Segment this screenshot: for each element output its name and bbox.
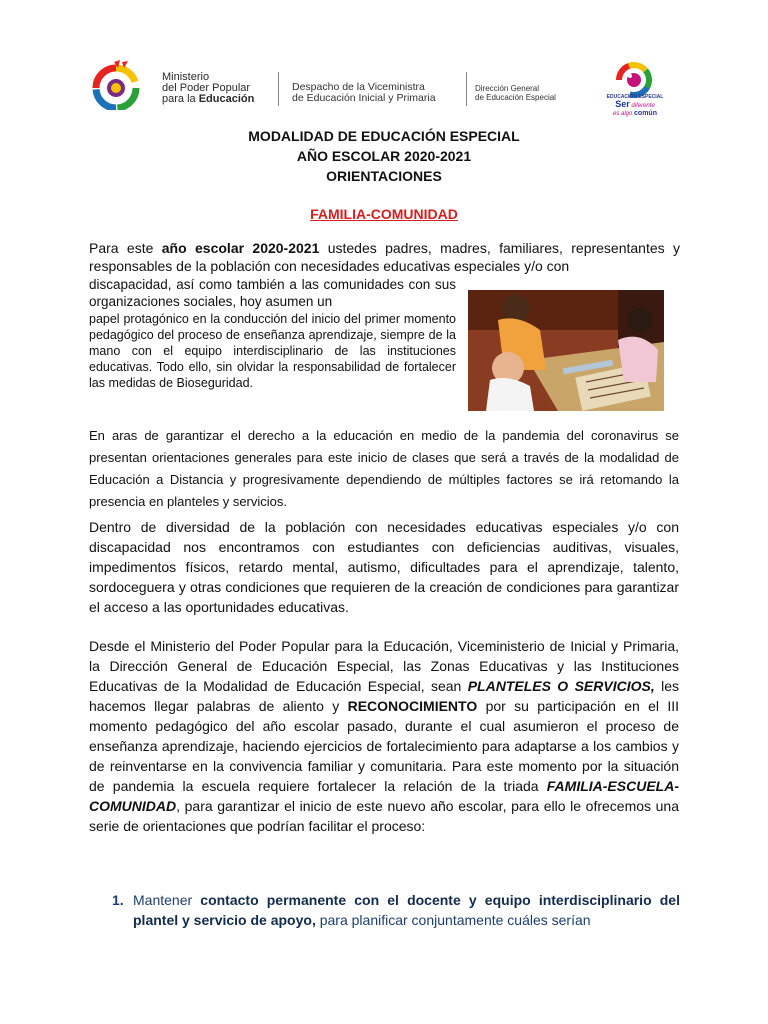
- paragraph-1-intro: Para este año escolar 2020-2021 ustedes padres, madres, familiares, representantes y responsables de la población con necesidades educativas especiales y/o con: [89, 240, 680, 274]
- paragraph-1-middle: discapacidad, así como también a las comunidades con sus organizaciones sociales, hoy asumen un: [89, 277, 456, 309]
- family-photo: [468, 290, 664, 411]
- ministerio-logo: [86, 58, 160, 110]
- direccion-text: Dirección General de Educación Especial: [475, 84, 556, 102]
- title-line-1: MODALIDAD DE EDUCACIÓN ESPECIAL: [248, 128, 520, 144]
- list-item-number: 1.: [112, 892, 124, 908]
- educacion-especial-text: EDUCACIÓN ESPECIAL Ser diferente es algo común: [606, 94, 664, 117]
- paragraph-4: Desde el Ministerio del Poder Popular para la Educación, Viceministerio de Inicial y Primaria, la Dirección General de Educación Especial, las Zonas Educativas y las Instituciones Educativas de la Modalidad de Educación Especial, sean PLANTELES O SERVICIOS, les hacemos llegar palabras de aliento y RECONOCIMIENTO por su participación en el III momento pedagógico del año escolar pasado, durante el cual asumieron el proceso de enseñanza aprendizaje, haciendo ejercicios de fortalecimiento para adaptarse a los cambios y de reinventarse en la convivencia familiar y comunitaria. Para este momento por la situación de pandemia la escuela requiere fortalecer la relación de la triada FAMILIA-ESCUELA-COMUNIDAD, para garantizar el inicio de este nuevo año escolar, para ello le ofrecemos una serie de orientaciones que podrían facilitar el proceso:: [89, 638, 679, 834]
- list-item-text: Mantener contacto permanente con el docente y equipo interdisciplinario del plantel y servicio de apoyo, para planificar conjuntamente cuáles serían: [133, 892, 680, 928]
- document-titles: [0, 126, 768, 186]
- header-divider: [466, 72, 467, 106]
- paragraph-3: Dentro de diversidad de la población con necesidades educativas especiales y/o con discapacidad nos encontramos con estudiantes con deficiencias auditivas, visuales, impedimentos físicos, retardo mental, autismo, dificultades para el aprendizaje, talento, sordoceguera y otras condiciones que requieren de la creación de condiciones para garantizar el acceso a las oportunidades educativas.: [89, 519, 679, 615]
- page-header: [0, 0, 768, 120]
- ministerio-text: Ministerio del Poder Popular para la Educación: [162, 71, 255, 105]
- section-title: FAMILIA-COMUNIDAD: [310, 206, 458, 222]
- paragraph-2: En aras de garantizar el derecho a la educación en medio de la pandemia del coronavirus se presentan orientaciones generales para este inicio de clases que será a través de la modalidad de Educación a Distancia y progresivamente dependiendo de múltiples factores se irá retomando la presencia en planteles y servicios.: [89, 428, 679, 509]
- paragraph-1-end: papel protagónico en la conducción del inicio del primer momento pedagógico del proceso de enseñanza aprendizaje, siempre de la mano con el equipo interdisciplinario de las instituciones educativas. Todo ello, sin olvidar la responsabilidad de fortalecer las medidas de Bioseguridad.: [89, 312, 456, 390]
- header-divider: [278, 72, 279, 106]
- title-line-2: AÑO ESCOLAR 2020-2021: [296, 148, 472, 164]
- title-line-3: ORIENTACIONES: [326, 168, 442, 184]
- despacho-text: Despacho de la Viceministra de Educación Inicial y Primaria: [292, 81, 436, 104]
